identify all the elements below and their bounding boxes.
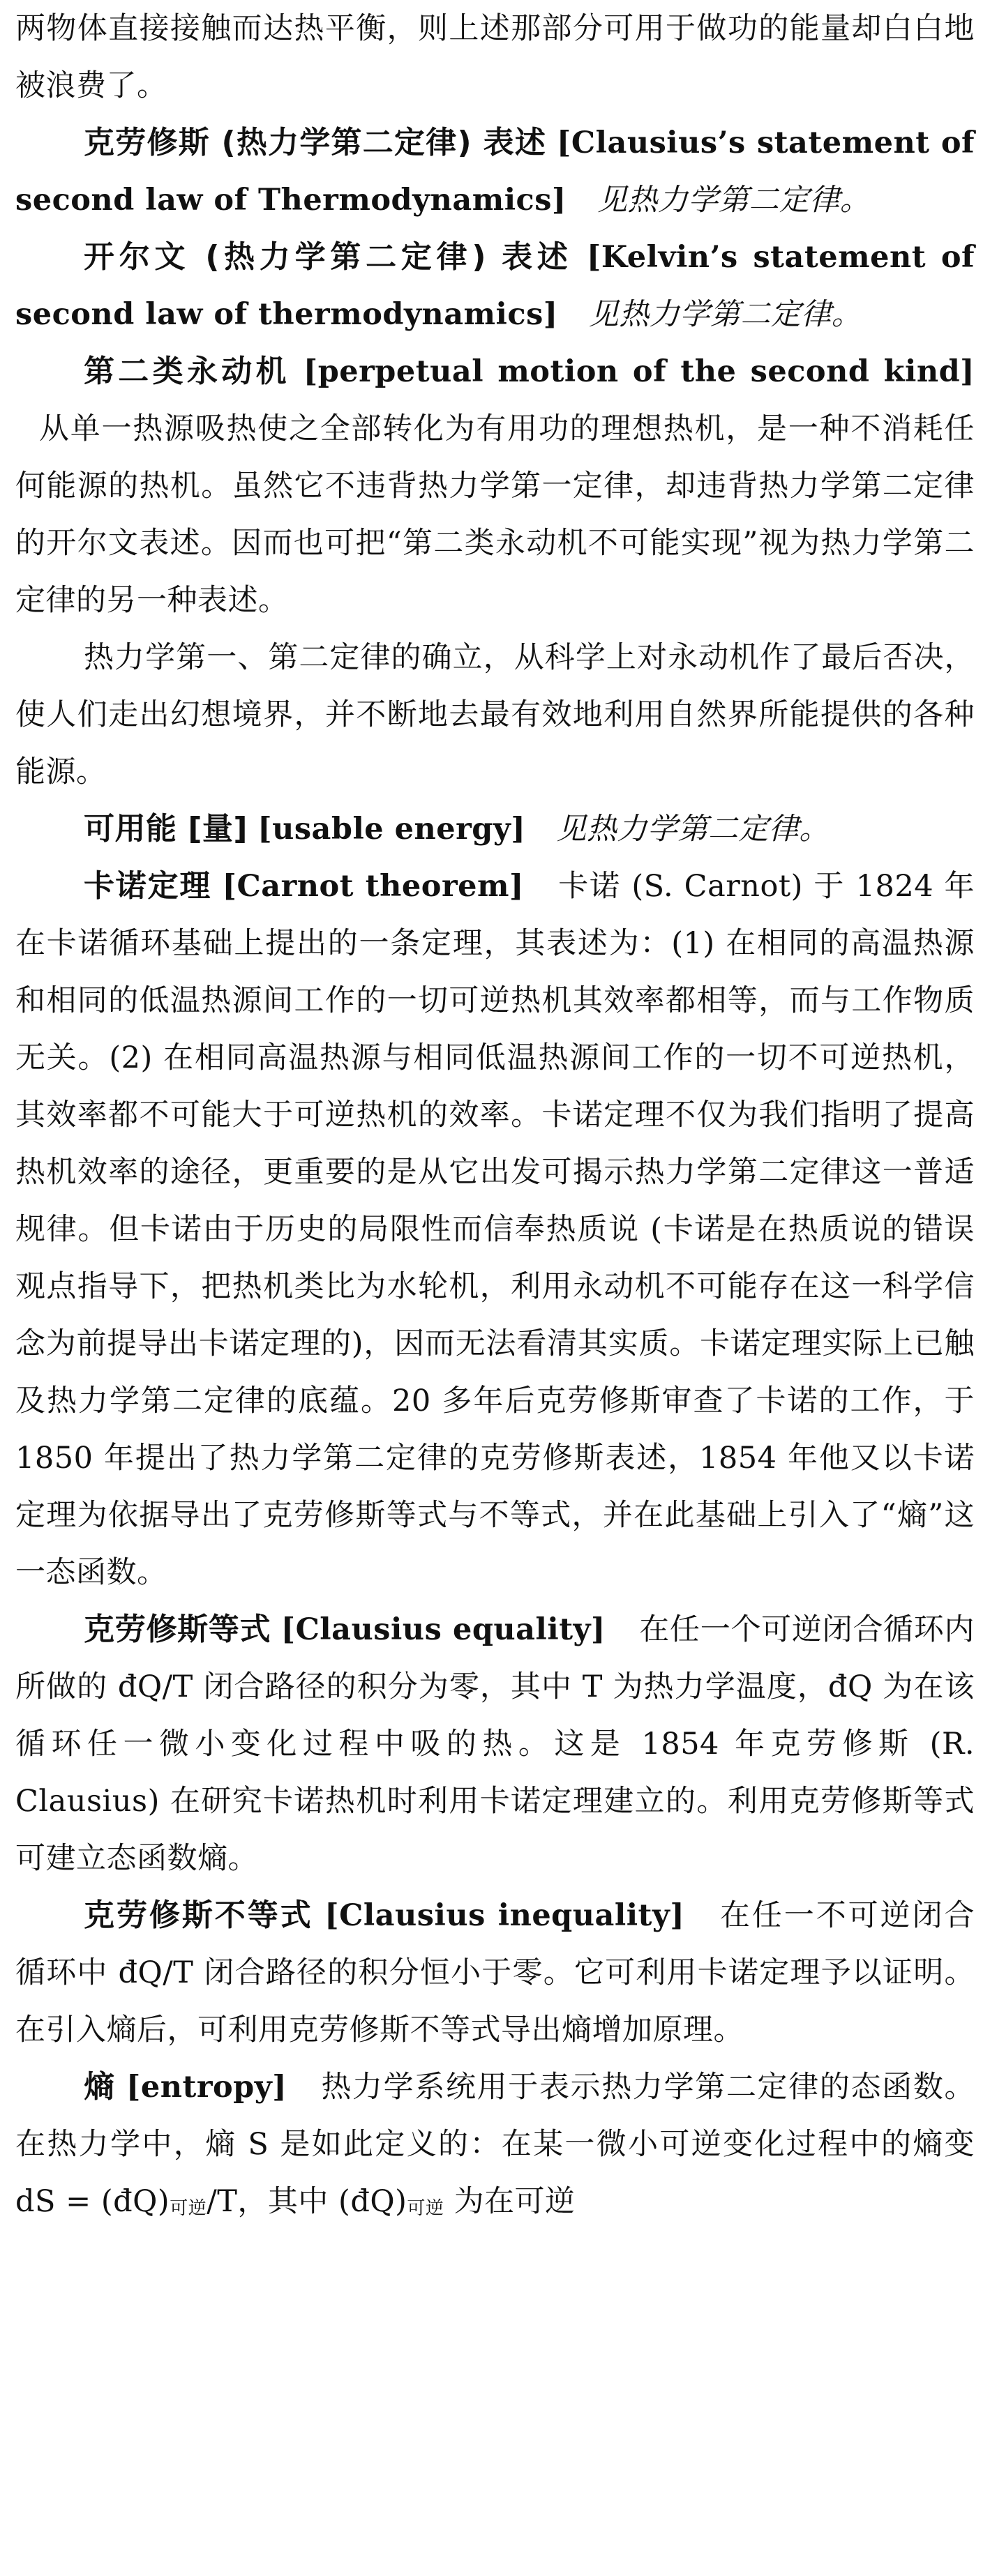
entry-term: 克劳修斯等式 — [84, 1612, 271, 1647]
entry-see: 见热力学第二定律。 — [597, 183, 871, 218]
entry-clausius-statement — [15, 114, 975, 229]
entry-english: [Clausius inequality] — [324, 1898, 685, 1933]
entry-entropy — [15, 2059, 975, 2237]
entry-clausius-equality — [15, 1601, 975, 1887]
entry-kelvin-statement — [15, 229, 975, 343]
entry-clausius-inequality — [15, 1887, 975, 2059]
entry-english: [Carnot theorem] — [222, 869, 524, 904]
entry-body-continued: /T，其中 (đQ) — [207, 2184, 407, 2219]
entry-body: 卡诺 (S. Carnot) 于 1824 年在卡诺循环基础上提出的一条定理，其表述为：(1) 在相同的高温热源和相同的低温热源间工作的一切可逆热机其效率都相等，而与工作物质无关。(2) 在相同高温热源与相同低温热源间工作的一切不可逆热机，其效率都不可能大于可逆热机的效率。卡诺定理不仅为我们指明了提高热机效率的途径，更重要的是从它出发可揭示热力学第二定律这一普适规律。但卡诺由于历史的局限性而信奉热质说 (卡诺是在热质说的错误观点指导下，把热机类比为水轮机，利用永动机不可能存在这一科学信念为前提导出卡诺定理的)，因而无法看清其实质。卡诺定理实际上已触及热力学第二定律的底蕴。20 多年后克劳修斯审查了卡诺的工作，于 1850 年提出了热力学第二定律的克劳修斯表述，1854 年他又以卡诺定理为依据导出了克劳修斯等式与不等式，并在此基础上引入了“熵”这一态函数。 — [15, 869, 975, 1590]
entry-english: [usable energy] — [257, 812, 526, 847]
entry-english: [Clausius’s statement of second law of Thermodynamics] — [15, 126, 975, 218]
paragraph-laws: 热力学第一、第二定律的确立，从科学上对永动机作了最后否决，使人们走出幻想境界，并不断地去最有效地利用自然界所能提供的各种能源。 — [15, 640, 975, 789]
entry-english: [entropy] — [126, 2070, 287, 2105]
entry-term: 开尔文 (热力学第二定律) 表述 — [84, 239, 573, 275]
entry-see: 见热力学第二定律。 — [556, 812, 830, 847]
entry-term: 熵 — [84, 2069, 116, 2105]
entry-see: 见热力学第二定律。 — [588, 297, 862, 332]
entry-body: 在任一不可逆闭合循环中 đQ/T 闭合路径的积分恒小于零。它可利用卡诺定理予以证明。在引入熵后，可利用克劳修斯不等式导出熵增加原理。 — [15, 1898, 975, 2047]
entry-usable-energy — [15, 801, 975, 858]
entry-carnot-theorem — [15, 858, 975, 1601]
subscript-reversible: 可逆 — [407, 2198, 444, 2219]
entry-body-end: 为在可逆 — [453, 2184, 576, 2219]
entry-english: [Kelvin’s statement of second law of thermodynamics] — [15, 240, 975, 332]
entry-body: 从单一热源吸热使之全部转化为有用功的理想热机，是一种不消耗任何能源的热机。虽然它不违背热力学第一定律，却违背热力学第二定律的开尔文表述。因而也可把“第二类永动机不可能实现”视为热力学第二定律的另一种表述。 — [15, 411, 975, 618]
entry-body: 热力学系统用于表示热力学第二定律的态函数。在热力学中，熵 S 是如此定义的：在某一微小可逆变化过程中的熵变 dS = (đQ) — [15, 2070, 975, 2219]
entry-term: 卡诺定理 — [84, 868, 212, 904]
paragraph-intro: 两物体直接接触而达热平衡，则上述那部分可用于做功的能量却白白地被浪费了。 — [15, 11, 975, 103]
entry-english: [perpetual motion of the second kind] — [303, 354, 975, 389]
subscript-reversible: 可逆 — [170, 2198, 207, 2219]
entry-perpetual-motion — [15, 343, 975, 629]
entry-term: 第二类永动机 — [84, 354, 290, 389]
entry-term: 克劳修斯 (热力学第二定律) 表述 — [84, 125, 547, 160]
entry-term: 可用能 [量] — [84, 811, 248, 847]
entry-english: [Clausius equality] — [280, 1612, 606, 1647]
entry-body: 在任一个可逆闭合循环内所做的 đQ/T 闭合路径的积分为零，其中 T 为热力学温度，đQ 为在该循环任一微小变化过程中吸的热。这是 1854 年克劳修斯 (R. Clausius) 在研究卡诺热机时利用卡诺定理建立的。利用克劳修斯等式可建立态函数熵。 — [15, 1612, 975, 1876]
entry-term: 克劳修斯不等式 — [84, 1897, 313, 1933]
